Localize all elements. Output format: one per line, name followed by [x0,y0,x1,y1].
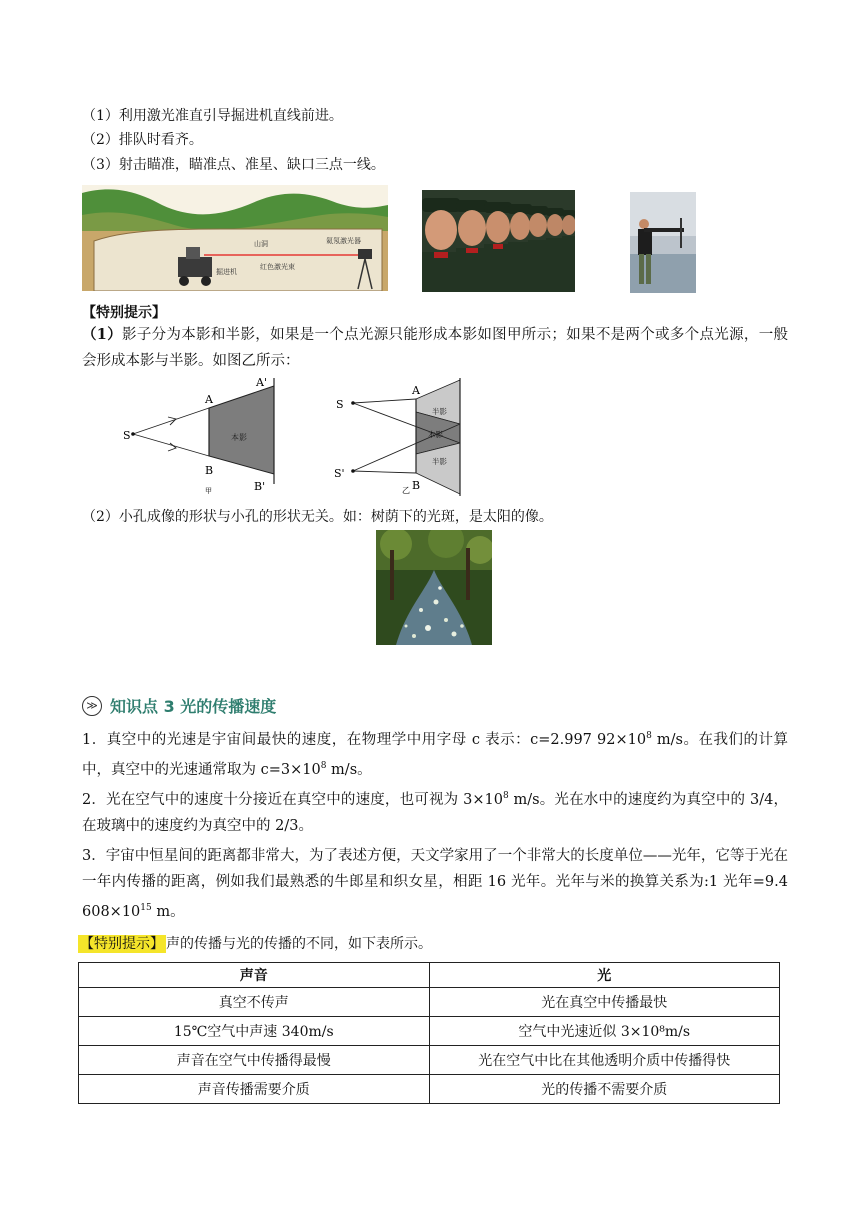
shadow-a-umbra-label: 本影 [231,433,247,442]
table-cell: 光在真空中传播最快 [429,988,780,1017]
shadow-b-umbra-label: 本影 [428,430,443,439]
beam-label: 红色激光束 [260,263,295,271]
sound-light-comparison-table [78,962,780,1104]
table-header-cell: 光 [429,963,780,988]
table-cell: 15℃空气中声速 340m/s [79,1017,430,1046]
special-tip-item-2: （2）小孔成像的形状与小孔的形状无关。如：树荫下的光斑，是太阳的像。 [82,509,553,525]
application-item-3: （3）射击瞄准，瞄准点、准星、缺口三点一线。 [82,157,385,173]
application-item-2: （2）排队时看齐。 [82,132,203,148]
table-row [79,1075,780,1104]
shadow-diagram-a [120,372,290,498]
shadow-b-label-a: A [412,384,420,397]
p2-part-b: m/s。光在水中的速度约为真空中的 3/4，在玻璃中的速度约为真空中的 2/3。 [82,791,788,834]
p1-part-c: m/s。 [326,761,372,778]
machine-label: 掘进机 [216,268,237,276]
p3-part-b: m。 [151,903,185,920]
table-cell: 声音传播需要介质 [79,1075,430,1104]
table-cell: 光在空气中比在其他透明介质中传播得快 [429,1046,780,1075]
special-tip-item-1-prefix: （1） [82,326,123,343]
table-cell: 光的传播不需要介质 [429,1075,780,1104]
p2-exponent: 8 [502,791,509,801]
p1-part-b: m/s。在我们的计算中，真空中的光速通常取为 c=3×10 [82,731,788,778]
shadow-b-caption: 乙 [402,486,410,495]
shadow-a-label-b2: B' [254,480,266,493]
special-tip-item-1-text: 影子分为本影和半影，如果是一个点光源只能形成本影如图甲所示；如果不是两个或多个点光源，一般会形成本影与半影。如图乙所示： [82,327,788,369]
shooter-photo [630,192,696,293]
forest-light-spots-photo [376,530,492,645]
p3-exponent: 15 [140,903,152,913]
laser-source-label: 氦氖激光器 [326,237,361,245]
application-item-1: （1）利用激光准直引导掘进机直线前进。 [82,108,343,124]
shadow-diagram-b [330,372,470,498]
p1-part-a: 1．真空中的光速是宇宙间最快的速度，在物理学中用字母 c 表示：c=2.997 92×10 [82,731,647,748]
tunnel-illustration [82,185,388,291]
p1-exponent-2: 8 [320,760,327,771]
tunnel-label: 山洞 [254,240,268,248]
table-header-cell: 声音 [79,963,430,988]
compare-note [78,934,432,954]
shadow-a-label-b: B [205,464,214,477]
section-3-title: 知识点 3 光的传播速度 [110,697,277,716]
speed-paragraph-3 [82,843,788,925]
shadow-b-label-b: B [412,479,421,492]
shadow-b-penumbra-bottom-label: 半影 [432,457,447,466]
section-3-heading [82,694,276,717]
speed-paragraph-1 [82,723,788,783]
p3-part-a: 3．宇宙中恒星间的距离都非常大，为了表述方便，天文学家用了一个非常大的长度单位——光年，它等于光在一年内传播的距离，例如我们最熟悉的牛郎星和织女星，相距 16 光年。光年与米的换算关系为:1 光年=9.4 608×10 [82,848,788,920]
arrow-circle-icon: ≫ [82,696,102,716]
table-cell: 真空不传声 [79,988,430,1017]
table-cell: 声音在空气中传播得最慢 [79,1046,430,1075]
p2-part-a: 2．光在空气中的速度十分接近在真空中的速度，也可视为 3×10 [82,791,503,808]
shadow-a-label-a: A [205,393,213,406]
special-tip-item-1 [82,322,788,374]
shadow-b-penumbra-top-label: 半影 [432,407,447,416]
table-header-row [79,963,780,988]
table-row [79,988,780,1017]
speed-paragraph-2 [82,783,788,839]
shadow-a-label-s: S [123,429,131,442]
soldiers-lineup-photo [422,190,575,292]
shadow-b-label-s: S [336,398,344,411]
compare-note-text: 声的传播与光的传播的不同，如下表所示。 [166,936,432,952]
compare-note-highlight: 【特别提示】 [80,936,164,952]
shadow-b-label-s2: S' [334,467,345,480]
p1-exponent-1: 8 [646,731,652,741]
table-row [79,1046,780,1075]
shadow-a-caption: 甲 [205,487,212,495]
table-row [79,1017,780,1046]
shadow-a-label-a2: A' [256,376,267,389]
table-cell: 空气中光速近似 3×10⁸m/s [429,1017,780,1046]
special-tip-heading: 【特别提示】 [82,305,166,321]
